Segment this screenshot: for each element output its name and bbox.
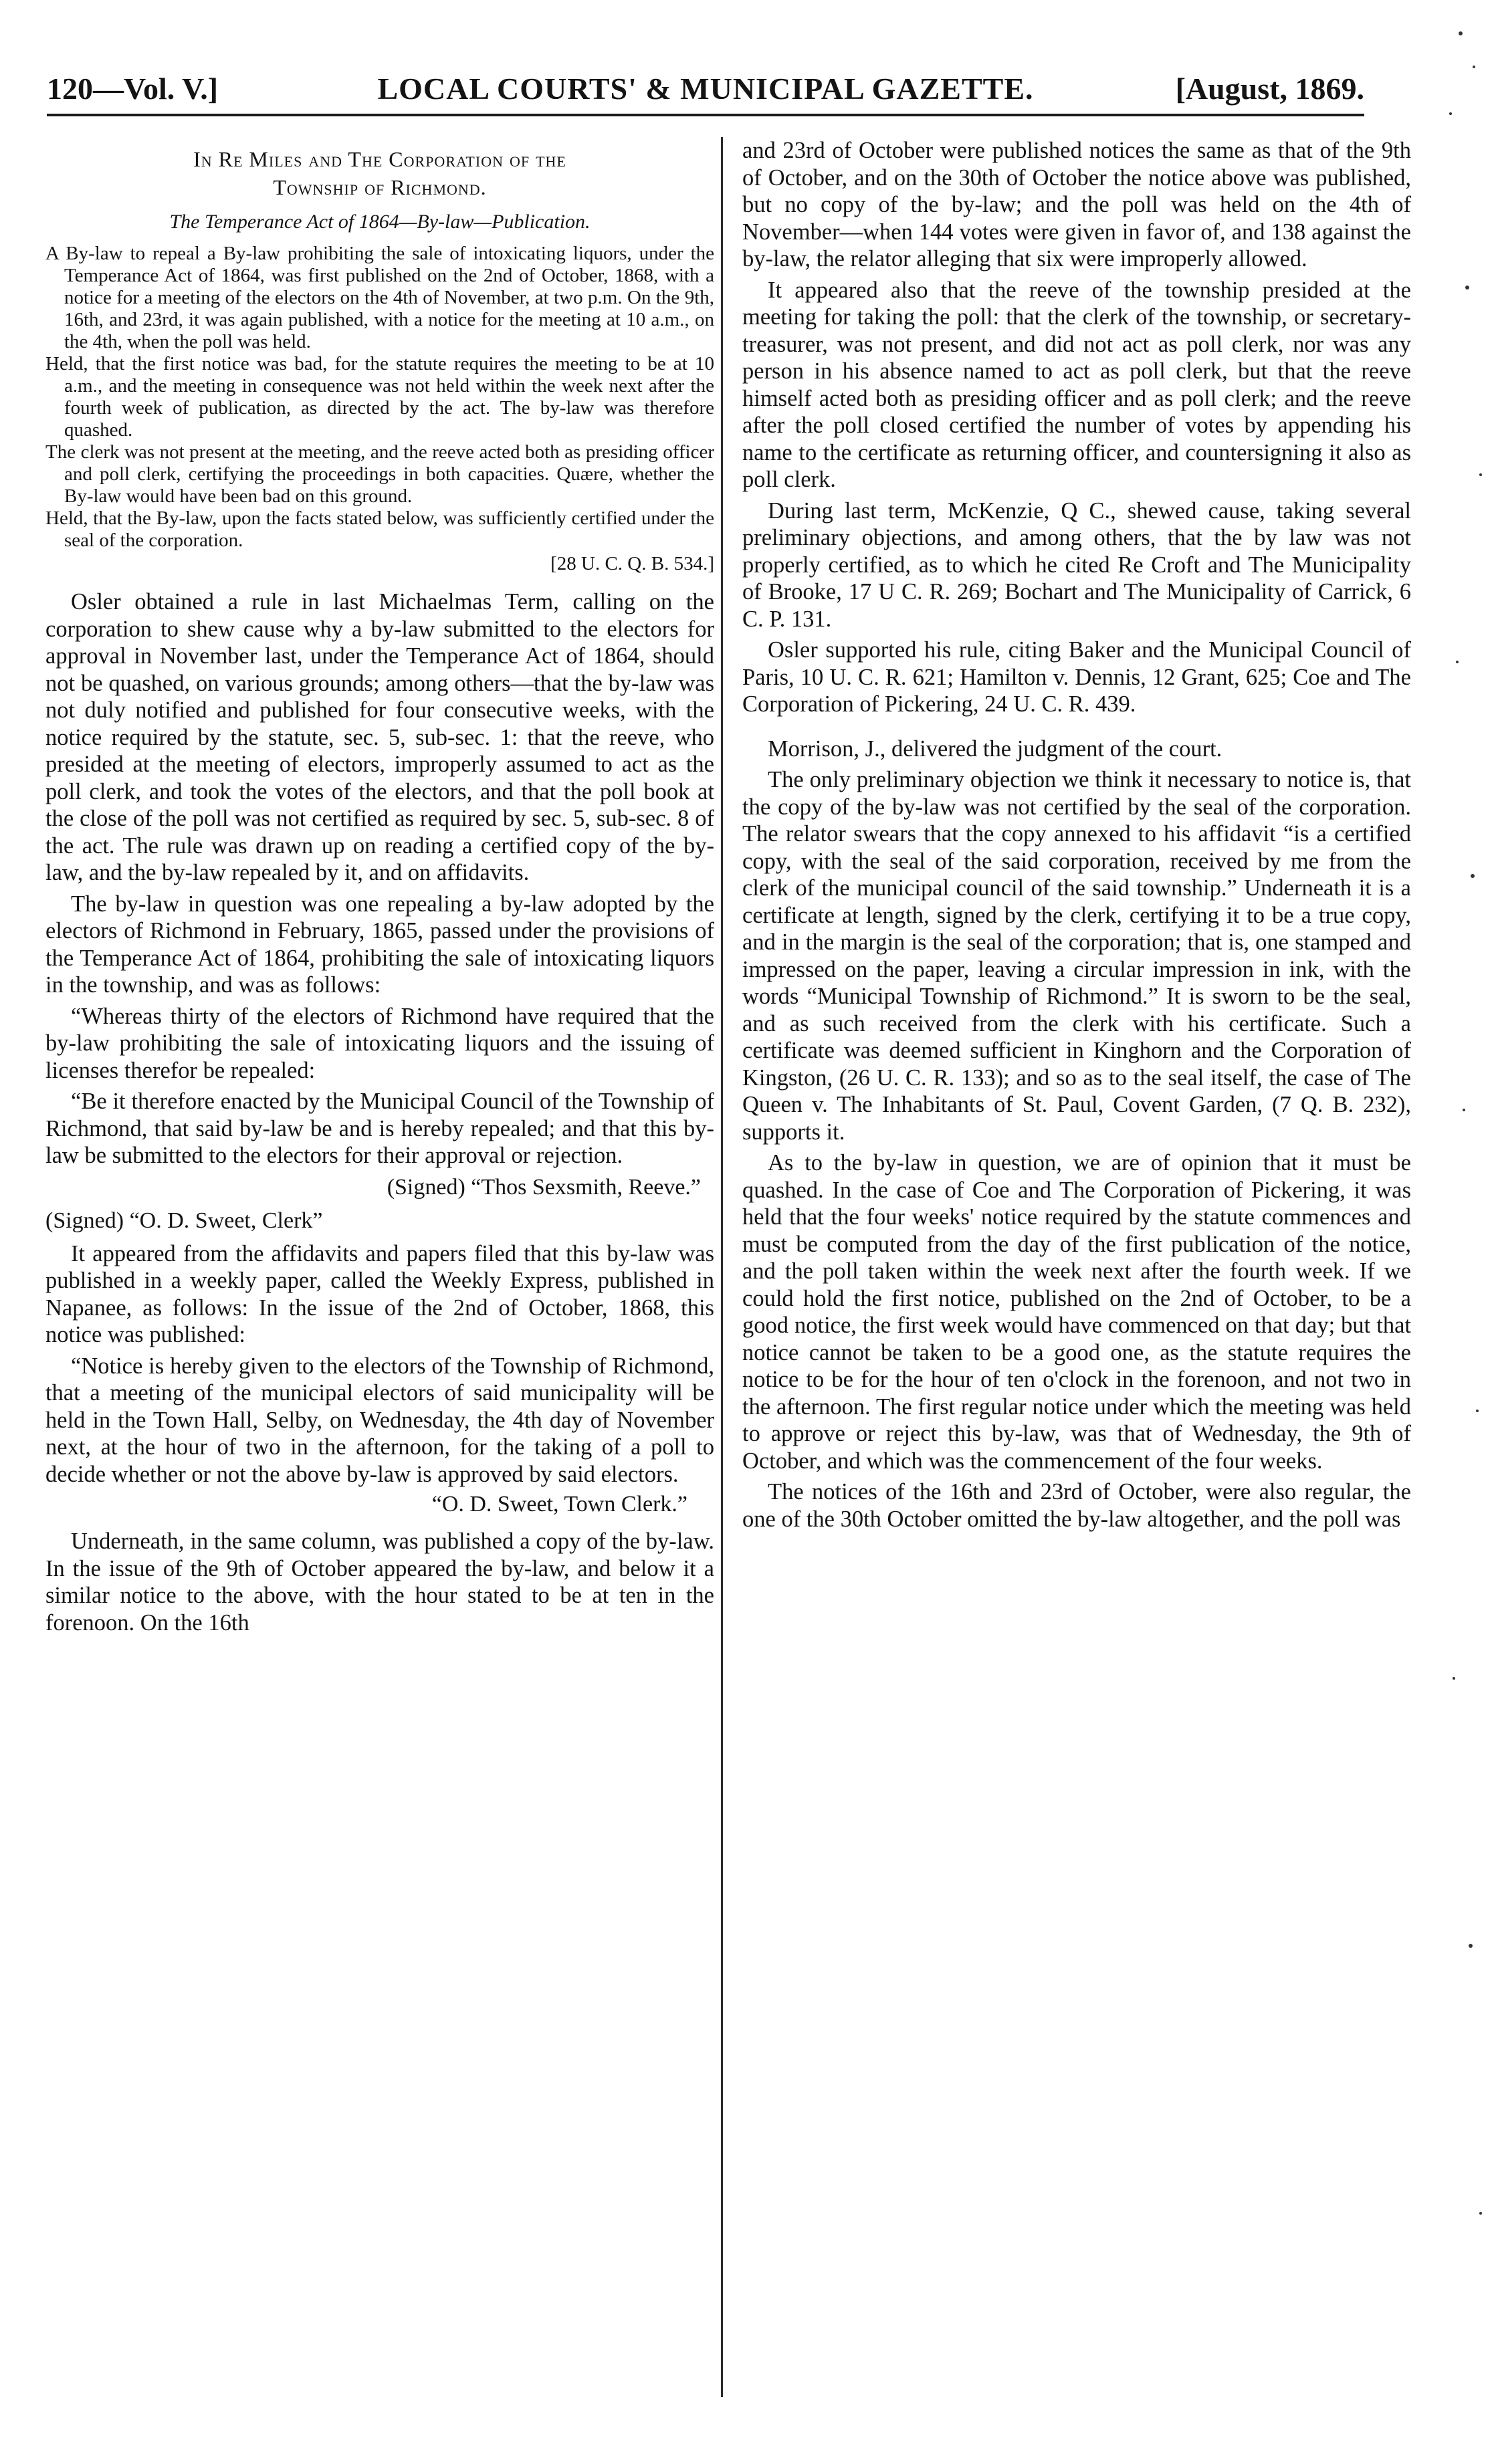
body-paragraph: The only preliminary objection we think it necessary to notice is, that the copy of the by-law was not certified by the seal of the corporation. The relator swears that the copy annexed to his affidavit “is a certified copy, with the seal of the said corporation, received by me from the clerk of the municipal council of the said township.” Underneath it is a certificate at length, signed by the clerk, certifying it to be a true copy, and in the margin is the seal of the corporation; that is, one stamped and impressed on the paper, leaving a circular impression in ink, with the words “Municipal Township of Richmond.” It is sworn to be the seal, and as such received from the clerk with his certificate. Such a certificate was deemed sufficient in Kinghorn and the Corporation of Kingston, (26 U. C. R. 133); and so as to the seal itself, the case of The Queen v. The Inhabitants of St. Paul, Covent Garden, (7 Q. B. 232), supports it. (742, 767, 1411, 1145)
case-title-line-2: Township of Richmond. (273, 175, 487, 199)
headnote (45, 243, 714, 552)
case-subtitle: The Temperance Act of 1864—By-law—Publication. (169, 211, 591, 233)
left-column (45, 137, 714, 2411)
gazette-title: LOCAL COURTS' & MUNICIPAL GAZETTE. (377, 72, 1034, 106)
scan-edge-noise (1387, 7, 1487, 2454)
body-paragraph: It appeared also that the reeve of the township presided at the meeting for taking the poll: that the clerk of the township, or secretary-treasurer, was not present, and did not act as poll clerk, nor was any person in his absence named to act as poll clerk, but that the reeve himself acted both as presiding officer and as poll clerk; and the reeve after the poll closed certified the number of votes by appending his name to the certificate as returning officer, and countersigning it also as poll clerk. (742, 277, 1411, 492)
body-paragraph: It appeared from the affidavits and papers filed that this by-law was published in a weekly paper, called the Weekly Express, published in Napanee, as follows: In the issue of the 2nd of October, 1868, this notice was published: (45, 1240, 714, 1347)
right-body-text (742, 137, 1411, 1533)
body-paragraph: During last term, McKenzie, Q C., shewed cause, taking several preliminary objections, and among others, that the by law was not properly certified, as to which he cited Re Croft and The Municipality of Brooke, 17 U C. R. 269; Bochart and The Municipality of Carrick, 6 C. P. 131. (742, 497, 1411, 632)
body-paragraph: The by-law in question was one repealing a by-law adopted by the electors of Richmond in February, 1865, passed under the provisions of the Temperance Act of 1864, prohibiting the sale of intoxicating liquors in the township, and was as follows: (45, 891, 714, 998)
headnote-paragraph: The clerk was not present at the meeting, and the reeve acted both as presiding officer and poll clerk, certifying the proceedings in both capacities. Quære, whether the By-law would have been bad on this ground. (45, 441, 714, 507)
volume-page-number: 120—Vol. V.] (47, 72, 219, 106)
headnote-paragraph: A By-law to repeal a By-law prohibiting the sale of intoxicating liquors, under the Temperance Act of 1864, was first published on the 2nd of October, 1868, with a notice for a meeting of the electors on the 4th of November, at two p.m. On the 9th, 16th, and 23rd, it was again published, with a notice for the meeting at 10 a.m., on the 4th, when the poll was held. (45, 243, 714, 352)
case-title (45, 145, 714, 201)
page-header (47, 67, 1364, 116)
right-column (742, 137, 1411, 2411)
case-title-line-1: In Re Miles and The Corporation of the (193, 147, 566, 171)
clerk-signature: (Signed) “O. D. Sweet, Clerk” (45, 1208, 323, 1233)
column-divider (721, 137, 723, 2397)
notice-quote-paragraph: “Notice is hereby given to the electors of the Township of Richmond, that a meeting of the municipal electors of said municipality will be held in the Town Hall, Selby, on Wednesday, the 4th day of November next, at the hour of two in the afternoon, for the taking of a poll to decide whether or not the above by-law is approved by said electors. (45, 1353, 714, 1487)
body-paragraph: and 23rd of October were published notices the same as that of the 9th of October, and on the 30th of October the notice above was published, but no copy of the by-law; and the poll was held on the 4th of November—when 144 votes were given in favor of, and 138 against the by-law, the relator alleging that six were improperly allowed. (742, 138, 1411, 271)
body-paragraph: Underneath, in the same column, was published a copy of the by-law. In the issue of the 9th of October appeared the by-law, and below it a similar notice to the above, with the hour stated to be at ten in the forenoon. On the 16th (45, 1529, 714, 1636)
town-clerk-signature: “O. D. Sweet, Town Clerk.” (431, 1492, 687, 1517)
body-paragraph: As to the by-law in question, we are of opinion that it must be quashed. In the case of Coe and The Corporation of Pickering, it was held that the four weeks' notice required by the statute commences and must be computed from the day of the first publication of the notice, and the poll taken within the week next after the fourth week. If we could hold the first notice, published on the 2nd of October, to be a good notice, the first week would have commenced on that day; but that notice cannot be taken to be a good one, as the statute requires the notice to be for the hour of ten o'clock in the forenoon, and not two in the afternoon. The first regular notice under which the meeting was held to approve or reject this by-law, was that of Wednesday, the 9th of October, and which was the commencement of the four weeks. (742, 1150, 1411, 1474)
headnote-paragraph: Held, that the By-law, upon the facts stated below, was sufficiently certified under the seal of the corporation. (45, 508, 714, 551)
bylaw-quote-paragraph: “Whereas thirty of the electors of Richmond have required that the by-law prohibiting the sale of intoxicating liquors and the issuing of licenses therefor be repealed: (45, 1003, 714, 1083)
reeve-signature: (Signed) “Thos Sexsmith, Reeve.” (387, 1174, 701, 1200)
body-paragraph: Osler supported his rule, citing Baker and the Municipal Council of Paris, 10 U. C. R. 621; Hamilton v. Dennis, 12 Grant, 625; Coe and The Corporation of Pickering, 24 U. C. R. 439. (742, 637, 1411, 717)
headnote-paragraph: Held, that the first notice was bad, for the statute requires the meeting to be at 10 a.m., and the meeting in consequence was not held within the week next after the fourth week of publication, as directed by the act. The by-law was therefore quashed. (45, 353, 714, 441)
body-paragraph: The notices of the 16th and 23rd of October, were also regular, the one of the 30th October omitted the by-law altogether, and the poll was (742, 1479, 1411, 1532)
report-citation: [28 U. C. Q. B. 534.] (550, 553, 714, 574)
judgment-intro: Morrison, J., delivered the judgment of the court. (768, 736, 1222, 762)
issue-date: [August, 1869. (1175, 72, 1364, 106)
left-body-text (45, 588, 714, 1636)
bylaw-quote-paragraph: “Be it therefore enacted by the Municipal Council of the Township of Richmond, that said by-law be and is hereby repealed; and that this by-law be submitted to the electors for their approval or rejection. (45, 1089, 714, 1168)
body-paragraph: Osler obtained a rule in last Michaelmas Term, calling on the corporation to shew cause why a by-law submitted to the electors for approval in November last, under the Temperance Act of 1864, should not be quashed, on various grounds; among others—that the by-law was not duly notified and published for four consecutive weeks, with the notice required by the statute, sec. 5, sub-sec. 1: that the reeve, who presided at the meeting of electors, improperly assumed to act as the poll clerk, and took the votes of the electors, and that the poll book at the close of the poll was not certified as required by sec. 5, sub-sec. 8 of the act. The rule was drawn up on reading a certified copy of the by-law, and the by-law repealed by it, and on affidavits. (45, 589, 714, 885)
